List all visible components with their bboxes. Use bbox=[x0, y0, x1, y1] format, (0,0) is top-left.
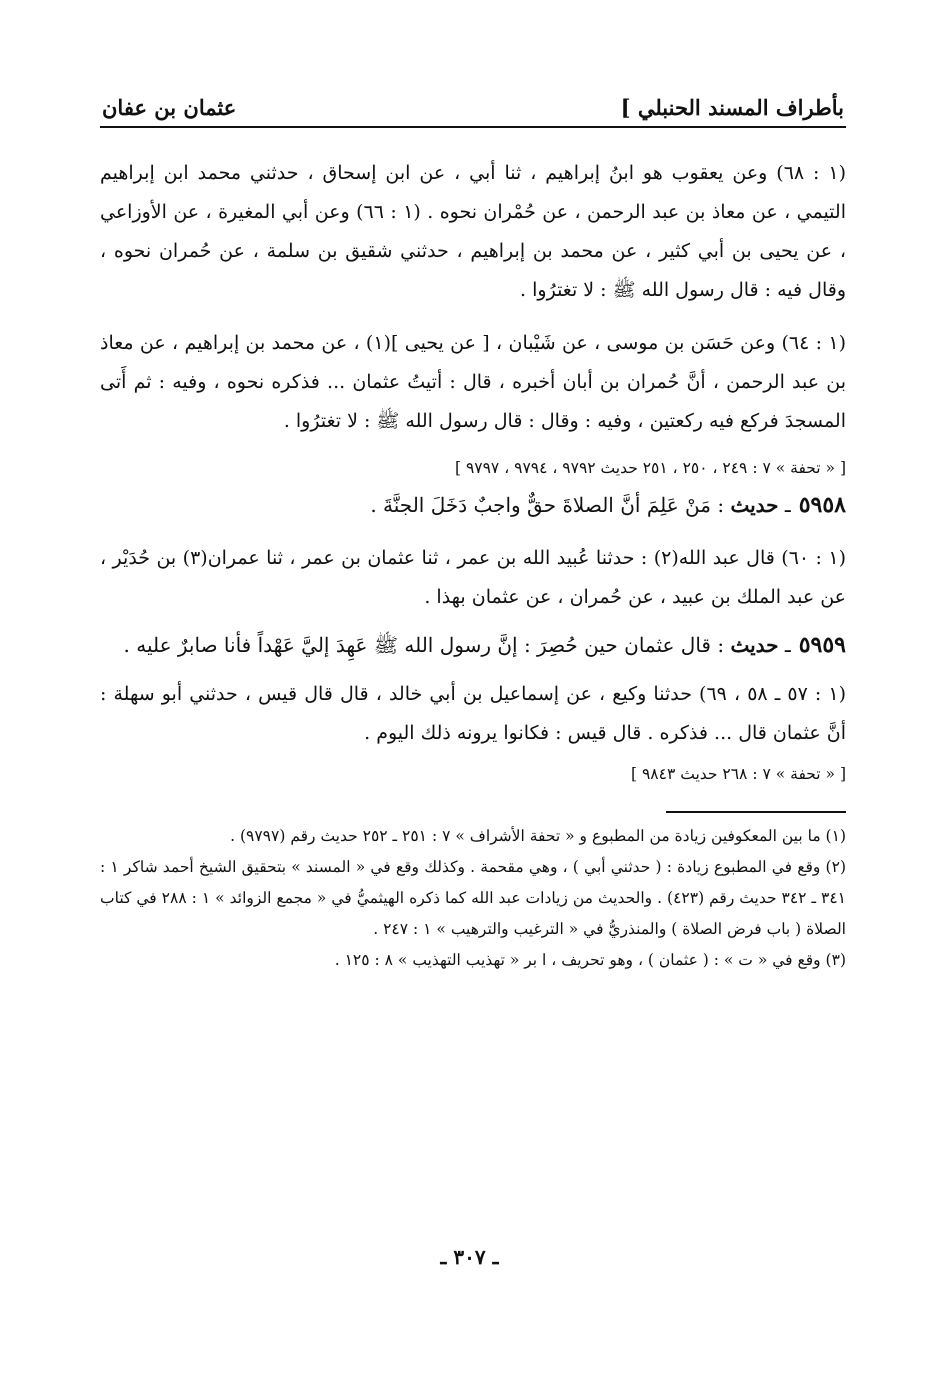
header-book-title: بأطراف المسند الحنبلي ] bbox=[620, 95, 844, 120]
paragraph-3: (١ : ٦٠) قال عبد الله(٢) : حدثنا عُبيد الله بن عمر ، ثنا عثمان بن عمر ، ثنا عمران(٣) بن حُدَيْر ، عن عبد الملك بن عبيد ، عن حُمران ، عن عثمان بهذا . bbox=[100, 547, 846, 608]
hadith-number: ٥٩٥٩ bbox=[798, 632, 846, 658]
footnote-divider bbox=[666, 811, 846, 813]
footnote-3: (٣) وقع في « ت » : ( عثمان ) ، وهو تحريف ، ا بر « تهذيب التهذيب » ٨ : ١٢٥ . bbox=[334, 951, 846, 969]
hadith-dash: ـ bbox=[784, 493, 791, 517]
page bbox=[100, 70, 846, 976]
paragraph-1: (١ : ٦٨) وعن يعقوب هو ابنُ إبراهيم ، ثنا أبي ، عن ابن إسحاق ، حدثني محمد ابن إبراهيم التيمي ، عن معاذ بن عبد الرحمن ، عن حُمْران نحوه . (١ : ٦٦) وعن أبي المغيرة ، عن الأوزاعي ، عن يحيى بن أبي كثير ، عن محمد بن إبراهيم ، حدثني شقيق بن سلمة ، عن حُمران نحوه ، وقال فيه : قال رسول الله ﷺ : لا تغترُوا . bbox=[100, 162, 847, 301]
footnote-1: (١) ما بين المعكوفين زيادة من المطبوع و « تحفة الأشراف » ٧ : ٢٥١ ـ ٢٥٢ حديث رقم (٩٧٩٧) . bbox=[230, 827, 846, 845]
hadith-text: : قال عثمان حين حُصِرَ : إنَّ رسول الله ﷺ عَهِدَ إليَّ عَهْداً فأنا صابرٌ عليه . bbox=[123, 633, 725, 657]
paragraph-2: (١ : ٦٤) وعن حَسَن بن موسى ، عن شَيْبان ، [ عن يحيى ](١) ، عن محمد بن إبراهيم ، عن معاذ بن عبد الرحمن ، أنَّ حُمران بن أبان أخبره ، قال : أتيتُ عثمان ... فذكره نحوه ، وفيه : ثم أَتى المسجدَ فركع فيه ركعتين ، وفيه : وقال : قال رسول الله ﷺ : لا تغترُوا . bbox=[100, 332, 846, 432]
paragraph-5: (١ : ٥٧ ـ ٥٨ ، ٦٩) حدثنا وكيع ، عن إسماعيل بن أبي خالد ، قال قال قيس ، حدثني أبو سهلة : أنَّ عثمان قال ... فذكره . قال قيس : فكانوا يرونه ذلك اليوم . bbox=[100, 683, 846, 744]
hadith-word: حديث bbox=[730, 633, 779, 657]
reference-2: [ « تحفة » ٧ : ٢٦٨ حديث ٩٨٤٣ ] bbox=[631, 765, 846, 783]
hadith-word: حديث bbox=[730, 493, 779, 517]
running-header bbox=[100, 70, 846, 128]
header-section-title: عثمان بن عفان bbox=[102, 95, 237, 120]
hadith-dash: ـ bbox=[784, 633, 791, 657]
footnote-2: (٢) وقع في المطبوع زيادة : ( حدثني أبي ) ، وهي مقحمة . وكذلك وقع في « المسند » بتحقيق الشيخ أحمد شاكر ١ : ٣٤١ ـ ٣٤٢ حديث رقم (٤٢٣) . والحديث من زيادات عبد الله كما ذكره الهيثميُّ في « مجمع الزوائد » ١ : ٢٨٨ في كتاب الصلاة ( باب فرض الصلاة ) والمنذريُّ في « الترغيب والترهيب » ١ : ٢٤٧ . bbox=[100, 858, 846, 938]
page-number: ـ ٣٠٧ ـ bbox=[440, 1245, 499, 1269]
footnotes bbox=[100, 821, 846, 976]
hadith-5959 bbox=[100, 625, 846, 665]
hadith-number: ٥٩٥٨ bbox=[798, 492, 846, 518]
hadith-text: : مَنْ عَلِمَ أنَّ الصلاةَ حقٌّ واجبٌ دَخَلَ الجنَّةَ . bbox=[370, 493, 725, 517]
hadith-5958 bbox=[100, 485, 846, 525]
reference-1: [ « تحفة » ٧ : ٢٤٩ ، ٢٥٠ ، ٢٥١ حديث ٩٧٩٢ ، ٩٧٩٤ ، ٩٧٩٧ ] bbox=[454, 459, 846, 477]
